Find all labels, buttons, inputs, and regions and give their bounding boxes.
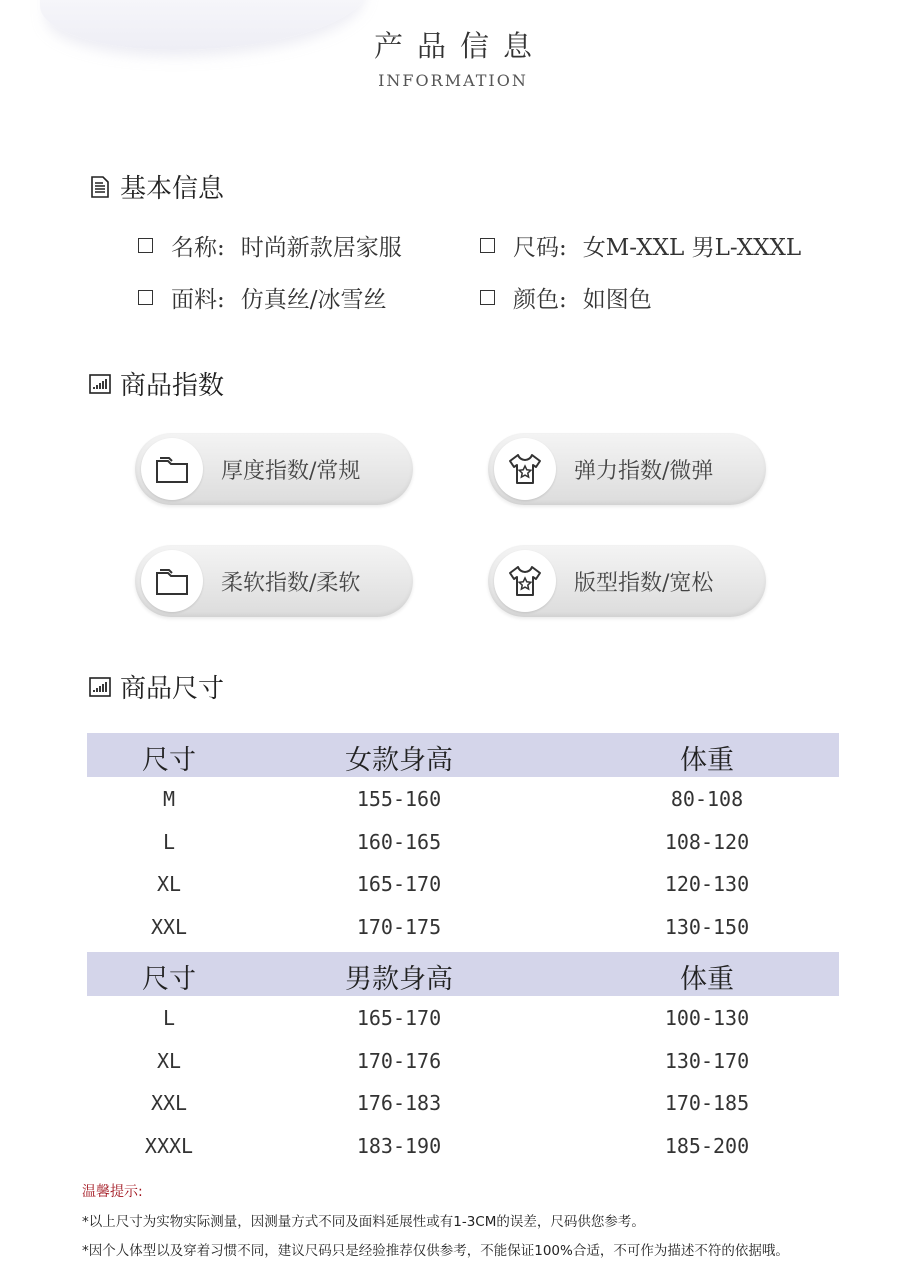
weight-cell: 130-170 bbox=[664, 1048, 750, 1073]
document-icon bbox=[88, 175, 112, 199]
table-row bbox=[87, 1081, 839, 1124]
size-cell: XL bbox=[156, 872, 182, 896]
table-row bbox=[87, 1039, 839, 1082]
folder-icon bbox=[152, 449, 192, 489]
page-subtitle: INFORMATION bbox=[378, 71, 528, 90]
info-key: 名称: bbox=[171, 235, 225, 261]
table-row bbox=[87, 820, 839, 863]
info-key: 面料: bbox=[171, 287, 225, 313]
section-product-index bbox=[88, 365, 224, 402]
table-row bbox=[87, 862, 839, 905]
index-label: 弹力指数/微弹 bbox=[574, 458, 714, 484]
section-product-size bbox=[88, 668, 224, 705]
index-pill-fit bbox=[488, 545, 766, 617]
table-row bbox=[87, 1124, 839, 1167]
table-row bbox=[87, 996, 839, 1039]
weight-cell: 185-200 bbox=[664, 1133, 750, 1158]
info-value: 仿真丝/冰雪丝 bbox=[240, 287, 387, 313]
height-cell: 170-175 bbox=[356, 914, 442, 939]
checkbox-square-icon bbox=[480, 238, 495, 253]
info-item-fabric bbox=[138, 281, 387, 314]
header-cell: 尺寸 bbox=[142, 745, 196, 776]
note-line: *以上尺寸为实物实际测量，因测量方式不同及面料延展性或有1-3CM的误差，尺码供您参考。 bbox=[82, 1214, 645, 1230]
checkbox-square-icon bbox=[480, 290, 495, 305]
header-cell: 体重 bbox=[680, 745, 734, 776]
note-line: *因个人体型以及穿着习惯不同，建议尺码只是经验推荐仅供参考，不能保证100%合适，不可作为描述不符的依据哦。 bbox=[82, 1243, 789, 1259]
weight-cell: 100-130 bbox=[664, 1006, 750, 1030]
page-title: 产品信息 bbox=[373, 29, 546, 63]
signal-bars-icon bbox=[88, 675, 112, 699]
height-cell: 155-160 bbox=[356, 787, 442, 811]
header-cell: 体重 bbox=[680, 964, 734, 995]
notes bbox=[82, 1181, 789, 1268]
weight-cell: 130-150 bbox=[664, 914, 750, 939]
weight-cell: 80-108 bbox=[670, 787, 744, 811]
size-cell: XXL bbox=[150, 914, 188, 939]
index-pill-elasticity bbox=[488, 433, 766, 505]
size-table-women bbox=[87, 733, 839, 947]
size-cell: XL bbox=[156, 1048, 182, 1073]
info-item-size bbox=[480, 229, 801, 262]
index-label: 厚度指数/常规 bbox=[221, 458, 361, 484]
checkbox-square-icon bbox=[138, 290, 153, 305]
page-header bbox=[0, 24, 906, 90]
weight-cell: 108-120 bbox=[664, 829, 750, 854]
signal-bars-icon bbox=[88, 372, 112, 396]
tshirt-star-icon bbox=[505, 449, 545, 489]
size-cell: M bbox=[162, 787, 176, 811]
size-cell: L bbox=[162, 1006, 176, 1030]
header-cell: 女款身高 bbox=[345, 745, 453, 776]
table-row bbox=[87, 905, 839, 948]
height-cell: 165-170 bbox=[356, 1006, 442, 1030]
index-pill-softness bbox=[135, 545, 413, 617]
table-header bbox=[87, 733, 839, 777]
index-label: 柔软指数/柔软 bbox=[221, 570, 361, 596]
header-cell: 尺寸 bbox=[142, 964, 196, 995]
weight-cell: 170-185 bbox=[664, 1091, 750, 1115]
folder-icon bbox=[152, 561, 192, 601]
height-cell: 170-176 bbox=[356, 1048, 442, 1073]
section-product-index-title: 商品指数 bbox=[120, 371, 225, 401]
header-cell: 男款身高 bbox=[345, 964, 453, 995]
weight-cell: 120-130 bbox=[664, 872, 750, 896]
tshirt-star-icon bbox=[505, 561, 545, 601]
info-key: 颜色: bbox=[513, 287, 567, 313]
info-item-color bbox=[480, 281, 652, 314]
height-cell: 165-170 bbox=[356, 872, 442, 896]
info-value: 女M-XXL 男L-XXXL bbox=[582, 235, 802, 261]
info-item-name bbox=[138, 229, 402, 262]
size-table-men bbox=[87, 952, 839, 1166]
size-cell: XXL bbox=[150, 1091, 188, 1115]
size-cell: XXXL bbox=[144, 1133, 194, 1158]
section-basic-info bbox=[88, 168, 224, 205]
table-row bbox=[87, 777, 839, 820]
index-label: 版型指数/宽松 bbox=[574, 570, 714, 596]
info-value: 时尚新款居家服 bbox=[240, 235, 402, 261]
size-cell: L bbox=[162, 829, 176, 854]
height-cell: 176-183 bbox=[356, 1091, 442, 1115]
section-basic-info-title: 基本信息 bbox=[120, 174, 225, 204]
height-cell: 160-165 bbox=[356, 829, 442, 854]
checkbox-square-icon bbox=[138, 238, 153, 253]
height-cell: 183-190 bbox=[356, 1133, 442, 1158]
section-product-size-title: 商品尺寸 bbox=[120, 674, 225, 704]
index-pill-thickness bbox=[135, 433, 413, 505]
tip-label: 温馨提示: bbox=[82, 1184, 143, 1200]
info-value: 如图色 bbox=[582, 287, 652, 313]
info-key: 尺码: bbox=[513, 235, 567, 261]
table-header bbox=[87, 952, 839, 996]
